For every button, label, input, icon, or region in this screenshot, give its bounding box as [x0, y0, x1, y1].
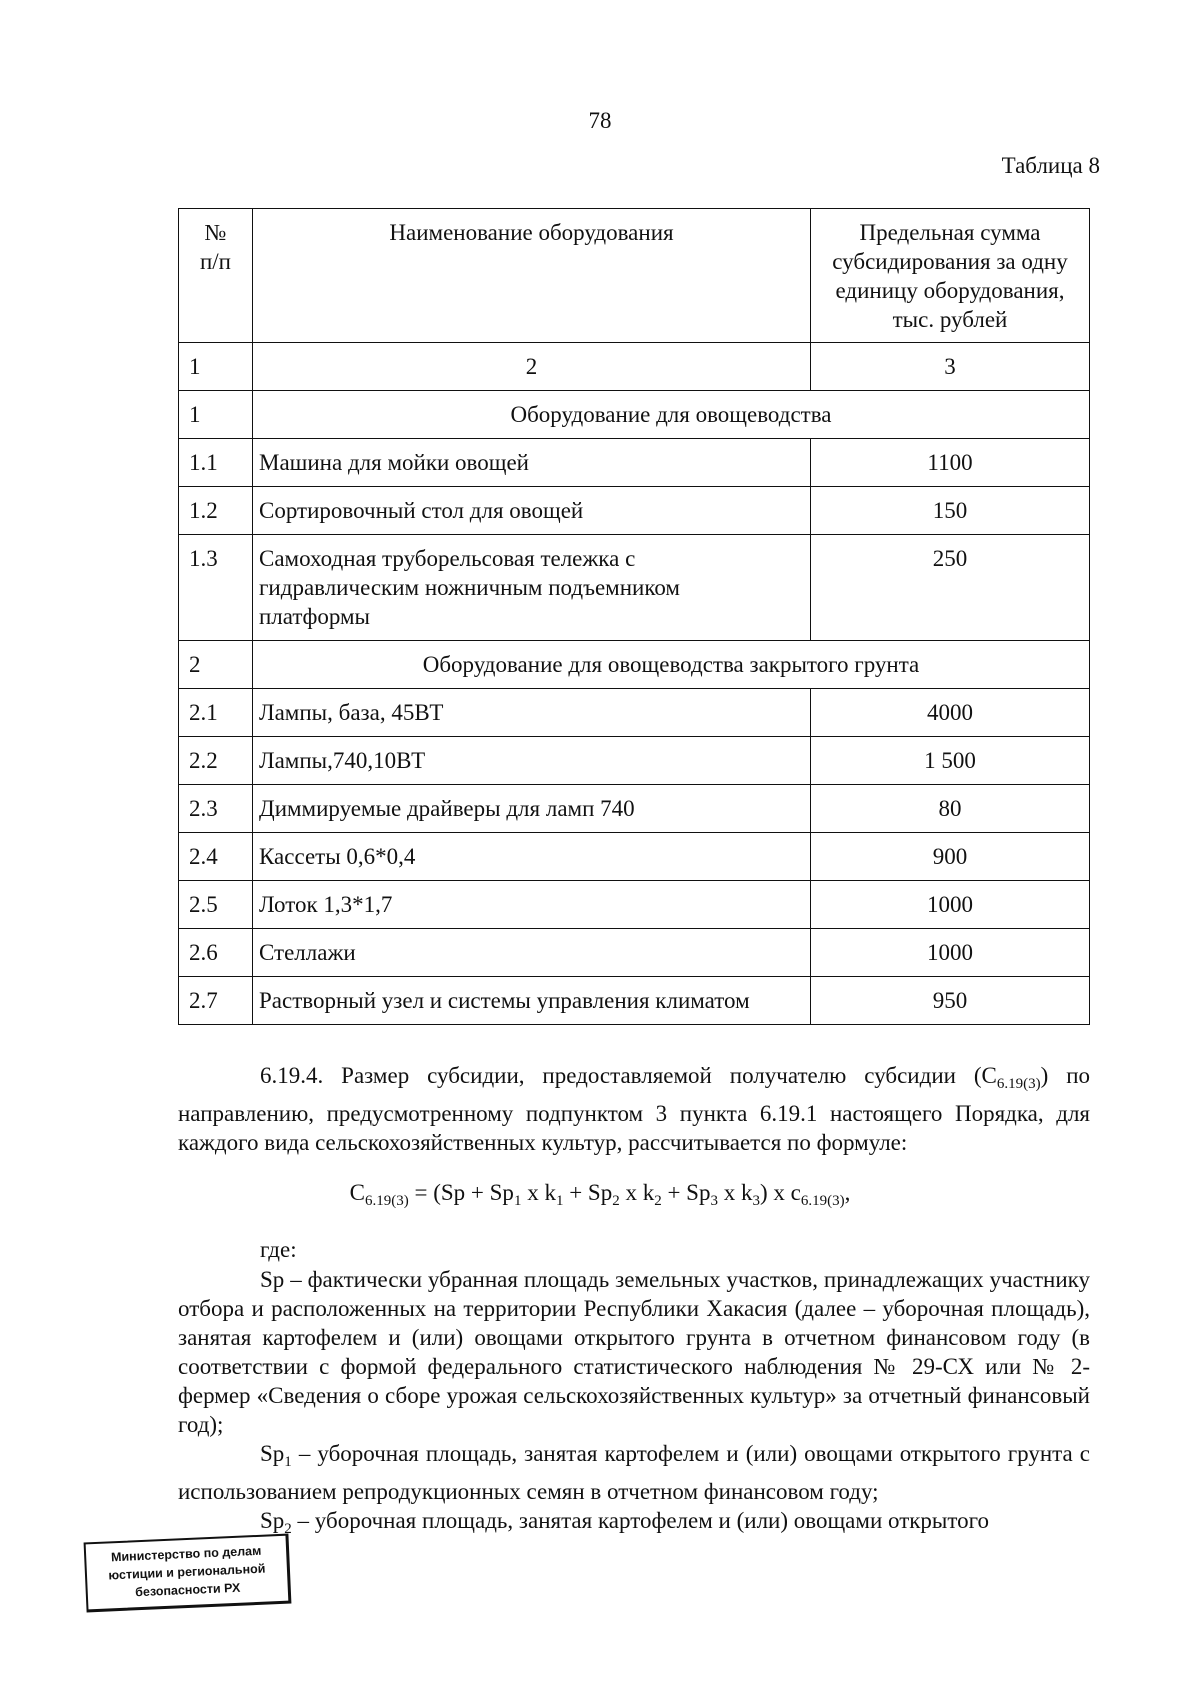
row-name: Сортировочный стол для овощей: [253, 487, 811, 535]
header-sum-line: тыс. рублей: [892, 307, 1008, 332]
formula-part: ,: [844, 1180, 851, 1205]
def-subscript: 2: [284, 1521, 292, 1537]
row-name: Лоток 1,3*1,7: [253, 881, 811, 929]
header-sum-line: Предельная сумма: [859, 220, 1041, 245]
col-number: 2: [253, 343, 811, 391]
def-text: – уборочная площадь, занятая картофелем и (или) овощами открытого грунта с использованием репродукционных семян в отчетном финансовом году;: [178, 1441, 1090, 1504]
formula-sub: 2: [612, 1193, 620, 1209]
formula-part: = (Sp + Sp: [408, 1180, 514, 1205]
row-name: Лампы,740,10ВТ: [253, 737, 811, 785]
table-row: [179, 487, 1090, 535]
row-num: 2.1: [179, 689, 253, 737]
row-sum: 1000: [811, 929, 1090, 977]
table-row: [179, 881, 1090, 929]
where-label: где:: [260, 1237, 297, 1262]
section-row: [179, 391, 1090, 439]
para-text: 6.19.4. Размер субсидии, предоставляемой получателю субсидии (С: [260, 1063, 997, 1088]
row-name: [253, 535, 811, 641]
formula-sub: 1: [513, 1193, 522, 1209]
table-row: [179, 439, 1090, 487]
table-row: [179, 535, 1090, 641]
section-num: 2: [179, 641, 253, 689]
row-num: 2.3: [179, 785, 253, 833]
row-name: Машина для мойки овощей: [253, 439, 811, 487]
table-row: [179, 977, 1090, 1025]
row-sum: 1100: [811, 439, 1090, 487]
row-sum: 80: [811, 785, 1090, 833]
header-name: Наименование оборудования: [253, 209, 811, 343]
page-number: 78: [588, 108, 612, 133]
ministry-stamp: [84, 1534, 292, 1613]
formula-sub: 3: [752, 1193, 760, 1209]
section-title: Оборудование для овощеводства: [253, 391, 1090, 439]
section-row: [179, 641, 1090, 689]
def-text: – уборочная площадь, занятая картофелем и (или) овощами открытого: [291, 1508, 989, 1533]
formula-part: x k: [521, 1180, 556, 1205]
column-numbers-row: [179, 343, 1090, 391]
formula-sub: 2: [654, 1193, 662, 1209]
row-num: 1.2: [179, 487, 253, 535]
stamp-line: безопасности РХ: [134, 1580, 241, 1600]
table-header-row: [179, 209, 1090, 343]
row-name-line: Самоходная труборельсовая тележка с: [259, 546, 636, 571]
definition-sp2: [178, 1506, 1090, 1544]
row-num: 1.3: [179, 535, 253, 641]
header-num-line: №: [204, 220, 227, 245]
row-name: Диммируемые драйверы для ламп 740: [253, 785, 811, 833]
equipment-table: [178, 208, 1090, 1025]
stamp-line: юстиции и региональной: [108, 1561, 266, 1583]
row-sum: 950: [811, 977, 1090, 1025]
col-number: 3: [811, 343, 1090, 391]
definition-sp: Sp – фактически убранная площадь земельных участков, принадлежащих участнику отбора и расположенных на территории Республики Хакасия (далее – уборочная площадь), занятая картофелем и (или) овощами открытого грунта в отчетном финансовом году (в соответствии с формой федерального статистического наблюдения № 29-СХ или № 2-фермер «Сведения о сборе урожая сельскохозяйственных культур» за отчетный финансовый год);: [178, 1267, 1090, 1437]
table-row: [179, 785, 1090, 833]
row-name: Стеллажи: [253, 929, 811, 977]
formula-part: С: [349, 1180, 365, 1205]
row-num: 2.4: [179, 833, 253, 881]
definitions: [178, 1265, 1090, 1544]
stamp-line: Министерство по делам: [110, 1543, 262, 1565]
def-symbol: Sp: [260, 1441, 285, 1466]
row-sum: 250: [811, 535, 1090, 641]
formula-part: + Sp: [563, 1180, 613, 1205]
row-num: 2.7: [179, 977, 253, 1025]
row-sum: 150: [811, 487, 1090, 535]
row-num: 2.6: [179, 929, 253, 977]
section-title: Оборудование для овощеводства закрытого грунта: [253, 641, 1090, 689]
row-name-line: гидравлическим ножничным подъемником: [259, 575, 680, 600]
row-name: Растворный узел и системы управления климатом: [253, 977, 811, 1025]
table-caption: Таблица 8: [1001, 153, 1100, 178]
col-number: 1: [179, 343, 253, 391]
formula-part: x k: [717, 1180, 753, 1205]
para-subscript: 6.19(3): [996, 1076, 1041, 1092]
header-num: [179, 209, 253, 343]
formula-part: x k: [619, 1180, 655, 1205]
formula-sub: 3: [710, 1193, 718, 1209]
row-name-line: платформы: [259, 604, 371, 629]
formula-part: + Sp: [661, 1180, 711, 1205]
para-text: ) по направлению, предусмотренному подпунктом 3 пункта 6.19.1 настоящего Порядка, для каждого вида сельскохозяйственных культур, рассчитывается по формуле:: [178, 1063, 1091, 1155]
header-sum: [811, 209, 1090, 343]
definition-sp1: [178, 1439, 1090, 1506]
row-num: 1.1: [179, 439, 253, 487]
formula-sub: 1: [555, 1193, 564, 1209]
formula-part: ) x c: [759, 1180, 801, 1205]
row-num: 2.5: [179, 881, 253, 929]
table-row: [179, 833, 1090, 881]
row-num: 2.2: [179, 737, 253, 785]
table-row: [179, 737, 1090, 785]
header-sum-line: единицу оборудования,: [835, 278, 1065, 303]
row-sum: 1000: [811, 881, 1090, 929]
table-row: [179, 689, 1090, 737]
def-symbol: Sp: [260, 1508, 285, 1533]
row-sum: 4000: [811, 689, 1090, 737]
table-row: [179, 929, 1090, 977]
formula: [0, 1180, 1200, 1210]
formula-sub: 6.19(3): [365, 1193, 409, 1209]
row-sum: 1 500: [811, 737, 1090, 785]
paragraph-6-19-4: [178, 1061, 1090, 1157]
header-sum-line: субсидирования за одну: [832, 249, 1068, 274]
header-num-line: п/п: [199, 249, 231, 274]
section-num: 1: [179, 391, 253, 439]
row-name: Лампы, база, 45ВТ: [253, 689, 811, 737]
row-name: Кассеты 0,6*0,4: [253, 833, 811, 881]
formula-sub: 6.19(3): [800, 1193, 845, 1209]
row-sum: 900: [811, 833, 1090, 881]
def-subscript: 1: [284, 1454, 292, 1470]
